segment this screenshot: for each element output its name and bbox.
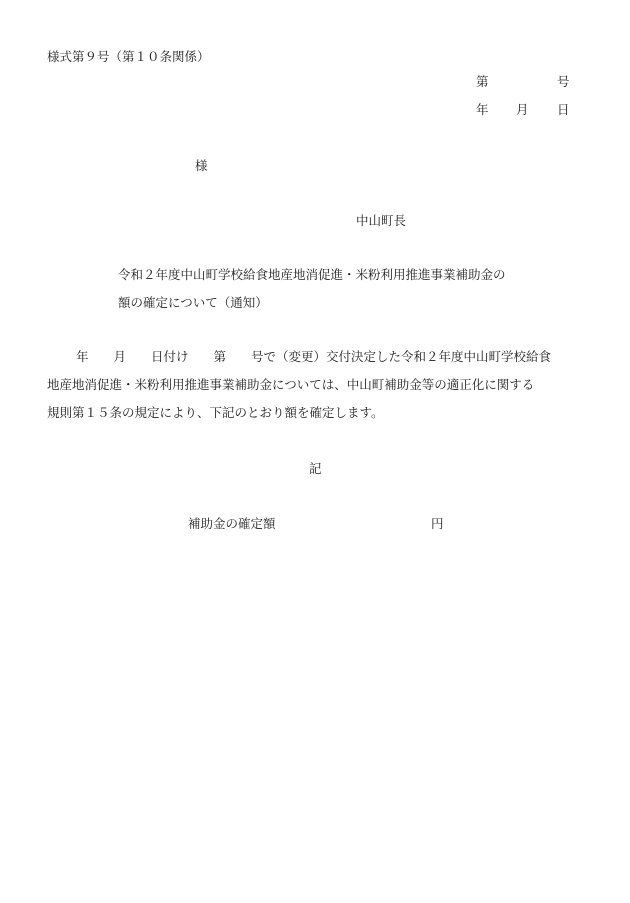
- form-number-label: 様式第９号（第１０条関係）: [47, 49, 210, 64]
- date-year-label: 年: [476, 102, 489, 117]
- amount-unit: 円: [431, 516, 444, 531]
- ki-heading: 記: [309, 461, 322, 476]
- document-number-suffix: 号: [557, 74, 570, 89]
- document-number-prefix: 第: [476, 74, 489, 89]
- date-month-label: 月: [516, 102, 529, 117]
- addressee-suffix: 様: [195, 158, 208, 173]
- subject-line-1: 令和２年度中山町学校給食地産地消促進・米粉利用推進事業補助金の: [118, 267, 506, 282]
- body-line-3: 規則第１５条の規定により、下記のとおり額を確定します。: [47, 405, 384, 420]
- amount-label: 補助金の確定額: [188, 516, 276, 531]
- sender-name: 中山町長: [356, 213, 407, 228]
- subject-line-2: 額の確定について（通知）: [118, 295, 268, 310]
- date-day-label: 日: [557, 102, 570, 117]
- body-line-1: 年 月 日付け 第 号で（変更）交付決定した令和２年度中山町学校給食: [76, 349, 552, 364]
- body-line-2: 地産地消促進・米粉利用推進事業補助金については、中山町補助金等の適正化に関する: [47, 377, 535, 392]
